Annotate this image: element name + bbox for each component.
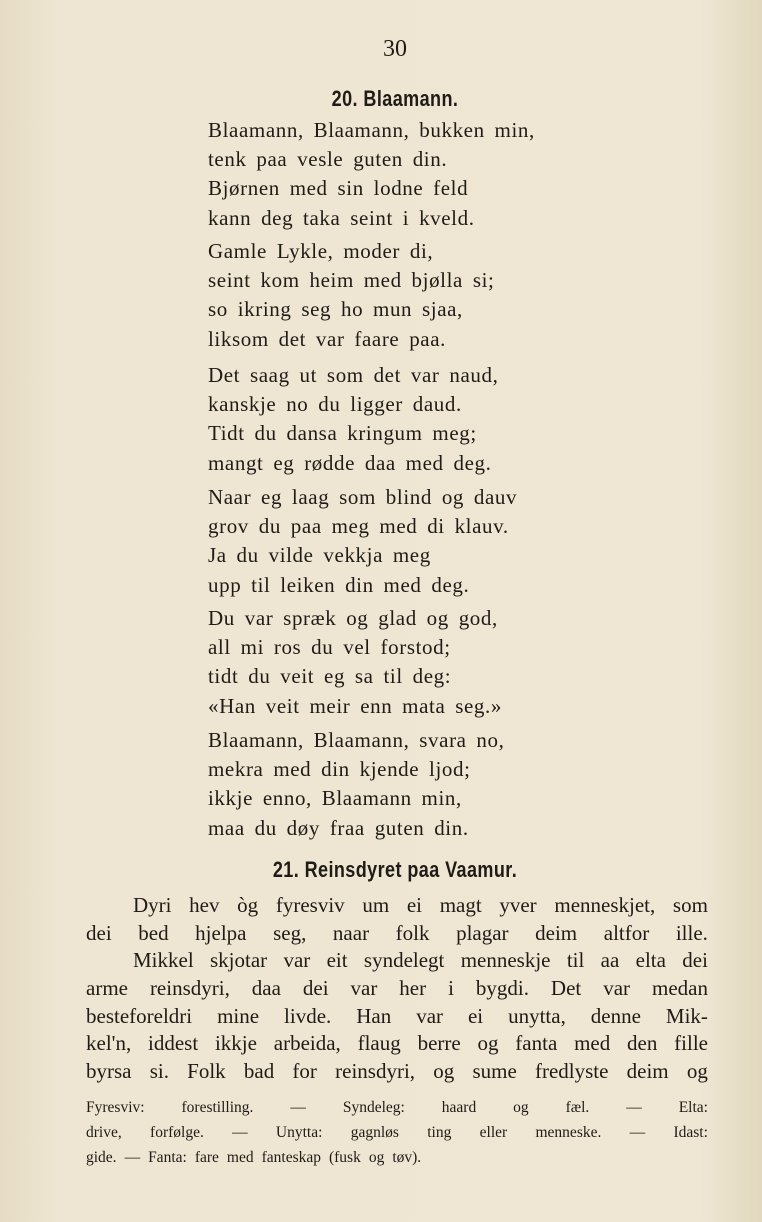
glossary-footnotes <box>86 1095 708 1170</box>
verse-line: Du var spræk og glad og god, <box>208 606 498 630</box>
verse-line: kann deg taka seint i kveld. <box>208 205 475 230</box>
word: for <box>292 1059 317 1084</box>
word: fille <box>674 1031 708 1056</box>
word: og <box>433 1059 455 1084</box>
word: ei <box>406 893 423 917</box>
verse-line: Blaamann, Blaamann, svara no, <box>208 728 505 752</box>
glossary-line <box>86 1095 708 1120</box>
word: elta <box>635 948 666 973</box>
word: forfølge. <box>150 1124 204 1141</box>
word: til <box>566 948 585 973</box>
word: fanta <box>515 1031 558 1056</box>
verse-line: Tidt du dansa kringum meg; <box>208 421 477 446</box>
word: iddest <box>148 1031 199 1056</box>
word: fanteskap <box>261 1149 321 1166</box>
word: Folk <box>187 1059 226 1084</box>
word: Fyresviv: <box>86 1099 145 1116</box>
page-number: 30 <box>383 36 407 62</box>
word: menneskjet, <box>554 893 656 917</box>
word: — <box>629 1124 646 1141</box>
word: var <box>283 948 311 973</box>
word: haard <box>441 1099 477 1116</box>
word: kel'n, <box>86 1031 132 1056</box>
word: og <box>686 1059 708 1084</box>
word: eller <box>479 1124 508 1141</box>
word: fare <box>194 1149 219 1166</box>
word: — <box>124 1149 141 1166</box>
word: bad <box>243 1059 275 1084</box>
verse-line: seint kom heim med bjølla si; <box>208 268 495 293</box>
word: livde. <box>284 1003 332 1028</box>
word: forestilling. <box>181 1099 254 1116</box>
word: si. <box>149 1059 169 1084</box>
word: Dyri <box>133 893 172 917</box>
word: mine <box>217 1003 260 1028</box>
verse-line: Det saag ut som det var naud, <box>208 363 499 387</box>
prose-line <box>86 947 708 975</box>
word: Syndeleg: <box>342 1099 405 1116</box>
stanza-6 <box>208 726 504 843</box>
word: deim <box>626 1059 669 1084</box>
word: skjotar <box>209 948 268 973</box>
word: dei <box>302 976 329 1001</box>
word: berre <box>417 1031 461 1056</box>
verse-line: upp til leiken din med deg. <box>208 572 470 597</box>
word: deim <box>535 920 578 945</box>
word: medan <box>651 976 708 1001</box>
verse-line: tenk paa vesle guten din. <box>208 147 448 172</box>
story-title: 21. Reinsdyret paa Vaamur. <box>272 857 518 882</box>
word: altfor <box>603 920 650 945</box>
word: magt <box>439 893 482 917</box>
word: Elta: <box>678 1099 708 1116</box>
word: naar <box>332 920 370 945</box>
prose-line <box>86 1030 708 1058</box>
word: — <box>290 1099 306 1116</box>
word: — <box>626 1099 642 1116</box>
verse-line: maa du døy fraa guten din. <box>208 815 469 840</box>
word: plagar <box>456 920 509 945</box>
verse-line: mangt eg rødde daa med deg. <box>208 450 492 475</box>
word: aa <box>600 948 620 973</box>
prose-line <box>86 975 708 1003</box>
word: med <box>574 1031 611 1056</box>
word: Han <box>356 1003 392 1028</box>
word: ikkje <box>214 1031 257 1056</box>
word: bygdi. <box>475 976 529 1001</box>
word: og <box>477 1031 499 1056</box>
verse-line: mekra med din kjende ljod; <box>208 757 471 782</box>
word: bed <box>138 920 169 945</box>
word: ei <box>467 1003 484 1028</box>
word: unytta, <box>508 1003 566 1028</box>
word: ille. <box>675 920 708 945</box>
verse-line: all mi ros du vel forstod; <box>208 635 451 660</box>
verse-line: Ja du vilde vekkja meg <box>208 543 431 568</box>
word: besteforeldri <box>86 1003 193 1028</box>
verse-line: ikkje enno, Blaamann min, <box>208 786 462 811</box>
word: Det <box>550 976 582 1001</box>
word: daa <box>251 976 281 1001</box>
word: drive, <box>86 1124 122 1141</box>
word: fredlyste <box>534 1059 609 1084</box>
glossary-line <box>86 1145 708 1170</box>
word: dei <box>86 920 112 945</box>
word: fæl. <box>565 1099 590 1116</box>
word: Mik- <box>665 1003 708 1028</box>
word: yver <box>499 893 537 917</box>
stanza-4 <box>208 483 517 600</box>
stanza-5 <box>208 604 502 721</box>
word: arme <box>86 976 128 1001</box>
word: menneskje <box>460 948 551 973</box>
word: seg, <box>273 920 307 945</box>
prose-line <box>86 1058 708 1086</box>
word: var <box>350 976 378 1001</box>
verse-line: kanskje no du ligger daud. <box>208 392 462 417</box>
word: hjelpa <box>195 920 247 945</box>
word: reinsdyri, <box>149 976 230 1001</box>
word: Idast: <box>673 1124 708 1141</box>
word: i <box>448 976 454 1001</box>
word: fyresviv <box>275 893 345 917</box>
verse-line: liksom det var faare paa. <box>208 326 446 351</box>
word: Fanta: <box>148 1149 187 1166</box>
story-text <box>86 892 708 1086</box>
word: som <box>672 893 708 917</box>
verse-line: Bjørnen med sin lodne feld <box>208 176 469 201</box>
word: syndelegt <box>363 948 445 973</box>
prose-line <box>86 892 708 920</box>
word: og <box>368 1149 385 1166</box>
word: sume <box>472 1059 517 1084</box>
verse-line: grov du paa meg med di klauv. <box>208 514 509 539</box>
word: med <box>226 1149 254 1166</box>
word: byrsa <box>86 1059 132 1084</box>
word: ting <box>427 1124 452 1141</box>
word: — <box>232 1124 248 1141</box>
word: um <box>362 893 390 917</box>
prose-line <box>86 1003 708 1031</box>
word: Mikkel <box>133 948 194 973</box>
prose-line <box>86 920 708 948</box>
word: Unytta: <box>275 1124 323 1141</box>
word: den <box>627 1031 658 1056</box>
verse-line: so ikring seg ho mun sjaa, <box>208 297 463 322</box>
stanza-2 <box>208 237 494 354</box>
word: denne <box>590 1003 641 1028</box>
glossary-line <box>86 1120 708 1145</box>
song-title: 20. Blaamann. <box>331 86 459 111</box>
word: gide. <box>86 1149 117 1166</box>
word: her <box>399 976 427 1001</box>
verse-line: Blaamann, Blaamann, bukken min, <box>208 118 535 142</box>
word: var <box>603 976 631 1001</box>
word: tøv). <box>392 1149 422 1166</box>
word: hev <box>189 893 220 917</box>
word: arbeida, <box>273 1031 341 1056</box>
word: (fusk <box>328 1149 361 1166</box>
word: reinsdyri, <box>335 1059 416 1084</box>
stanza-3 <box>208 361 498 478</box>
word: eit <box>326 948 348 973</box>
word: flaug <box>357 1031 401 1056</box>
word: var <box>416 1003 444 1028</box>
word: og <box>513 1099 529 1116</box>
word: menneske. <box>535 1124 602 1141</box>
word: folk <box>395 920 430 945</box>
word: gagnløs <box>350 1124 399 1141</box>
verse-line: Gamle Lykle, moder di, <box>208 239 434 263</box>
word: òg <box>237 893 259 917</box>
word: dei <box>682 948 708 973</box>
verse-line: Naar eg laag som blind og dauv <box>208 485 518 509</box>
stanza-1 <box>208 116 535 233</box>
verse-line: «Han veit meir enn mata seg.» <box>208 693 502 718</box>
verse-line: tidt du veit eg sa til deg: <box>208 664 452 689</box>
